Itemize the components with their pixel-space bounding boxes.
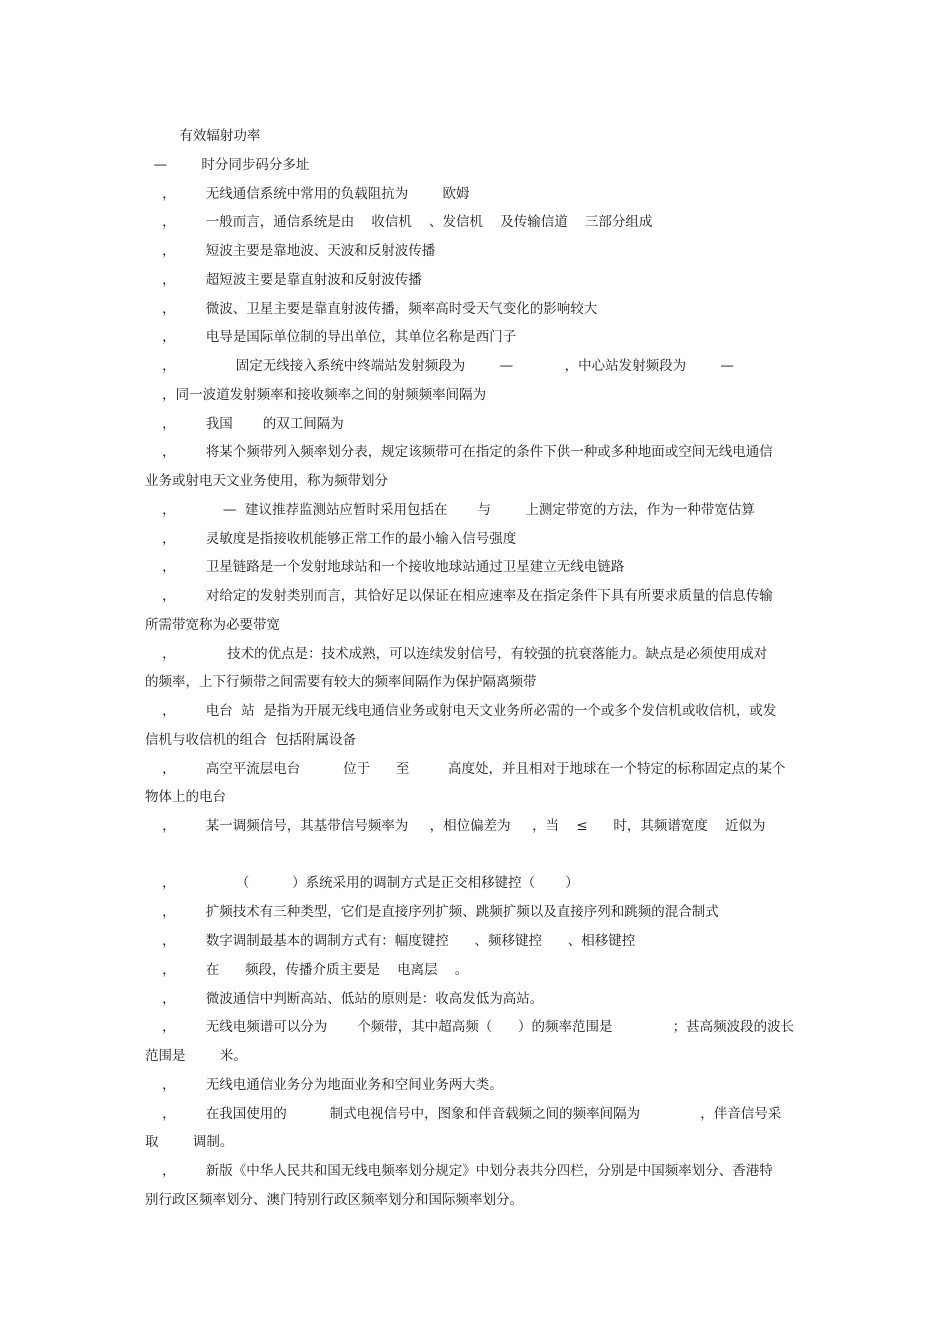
text-line: 所需带宽称为必要带宽	[145, 617, 280, 633]
text-line: — 时分同步码分多址	[145, 157, 310, 173]
text-line: ， 新版《中华人民共和国无线电频率划分规定》中划分表共分四栏，分别是中国频率划分、香港特	[145, 1163, 773, 1179]
text-line: 别行政区频率划分、澳门特别行政区频率划分和国际频率划分。	[145, 1192, 523, 1208]
text-line: 的频率，上下行频带之间需要有较大的频率间隔作为保护隔离频带	[145, 674, 537, 690]
text-line: 业务或射电天文业务使用，称为频带划分	[145, 473, 388, 489]
text-line: ， 无线通信系统中常用的负载阻抗为 欧姆	[145, 186, 470, 202]
text-line: ， 将某个频带列入频率划分表，规定该频带可在指定的条件下供一种或多种地面或空间无线电通信	[145, 444, 773, 460]
text-line: ， 超短波主要是靠直射波和反射波传播	[145, 272, 422, 288]
text-line: ， — 建议推荐监测站应暂时采用包括在 与 上测定带宽的方法，作为一种带宽估算	[145, 502, 755, 518]
text-line: ， 对给定的发射类别而言，其恰好足以保证在相应速率及在指定条件下具有所要求质量的信息传输	[145, 588, 773, 604]
text-line: 物体上的电台	[145, 789, 226, 805]
text-line: ， 电导是国际单位制的导出单位，其单位名称是西门子	[145, 329, 517, 345]
text-line: ， 卫星链路是一个发射地球站和一个接收地球站通过卫星建立无线电链路	[145, 559, 625, 575]
text-line: ， 技术的优点是：技术成熟，可以连续发射信号，有较强的抗衰落能力。缺点是必须使用成对	[145, 646, 768, 662]
text-line: ， 我国 的双工间隔为	[145, 416, 344, 432]
text-line: ， 短波主要是靠地波、天波和反射波传播	[145, 243, 436, 259]
text-line: ， 无线电频谱可以分为 个频带，其中超高频（ ）的频率范围是 ；甚高频波段的波长	[145, 1019, 795, 1035]
text-line: ， 数字调制最基本的调制方式有：幅度键控 、频移键控 、相移键控	[145, 933, 636, 949]
text-line: ， 扩频技术有三种类型，它们是直接序列扩频、跳频扩频以及直接序列和跳频的混合制式	[145, 904, 719, 920]
text-line: ， 固定无线接入系统中终端站发射频段为 — ，中心站发射频段为 —	[145, 358, 734, 374]
text-line: ， 无线电通信业务分为地面业务和空间业务两大类。	[145, 1077, 503, 1093]
text-line: ， 某一调频信号，其基带信号频率为 ，相位偏差为 ，当 ≤ 时，其频谱宽度 近似为	[145, 818, 766, 834]
text-line: ， （ ）系统采用的调制方式是正交相移键控（ ）	[145, 875, 579, 891]
text-line: ， 一般而言，通信系统是由 收信机 、发信机 及传输信道 三部分组成	[145, 214, 653, 230]
text-line: ， 高空平流层电台 位于 至 高度处，并且相对于地球在一个特定的标称固定点的某个	[145, 761, 786, 777]
text-line: ，同一波道发射频率和接收频率之间的射频频率间隔为	[145, 387, 487, 403]
text-line: ， 微波通信中判断高站、低站的原则是：收高发低为高站。	[145, 991, 544, 1007]
text-line: 范围是 米。	[145, 1048, 247, 1064]
text-line: 有效辐射功率	[145, 128, 261, 144]
text-line: ， 灵敏度是指接收机能够正常工作的最小输入信号强度	[145, 531, 517, 547]
text-line: ， 微波、卫星主要是靠直射波传播，频率高时受天气变化的影响较大	[145, 301, 598, 317]
text-line: ， 在我国使用的 制式电视信号中，图象和伴音载频之间的频率间隔为 ，伴音信号采	[145, 1106, 782, 1122]
text-line: 取 调制。	[145, 1134, 234, 1150]
text-line: ， 在 频段，传播介质主要是 电离层 。	[145, 962, 469, 978]
text-line: ， 电台 站 是指为开展无线电通信业务或射电天文业务所必需的一个或多个发信机或收信机，或发	[145, 703, 777, 719]
text-line: 信机与收信机的组合 包括附属设备	[145, 732, 357, 748]
